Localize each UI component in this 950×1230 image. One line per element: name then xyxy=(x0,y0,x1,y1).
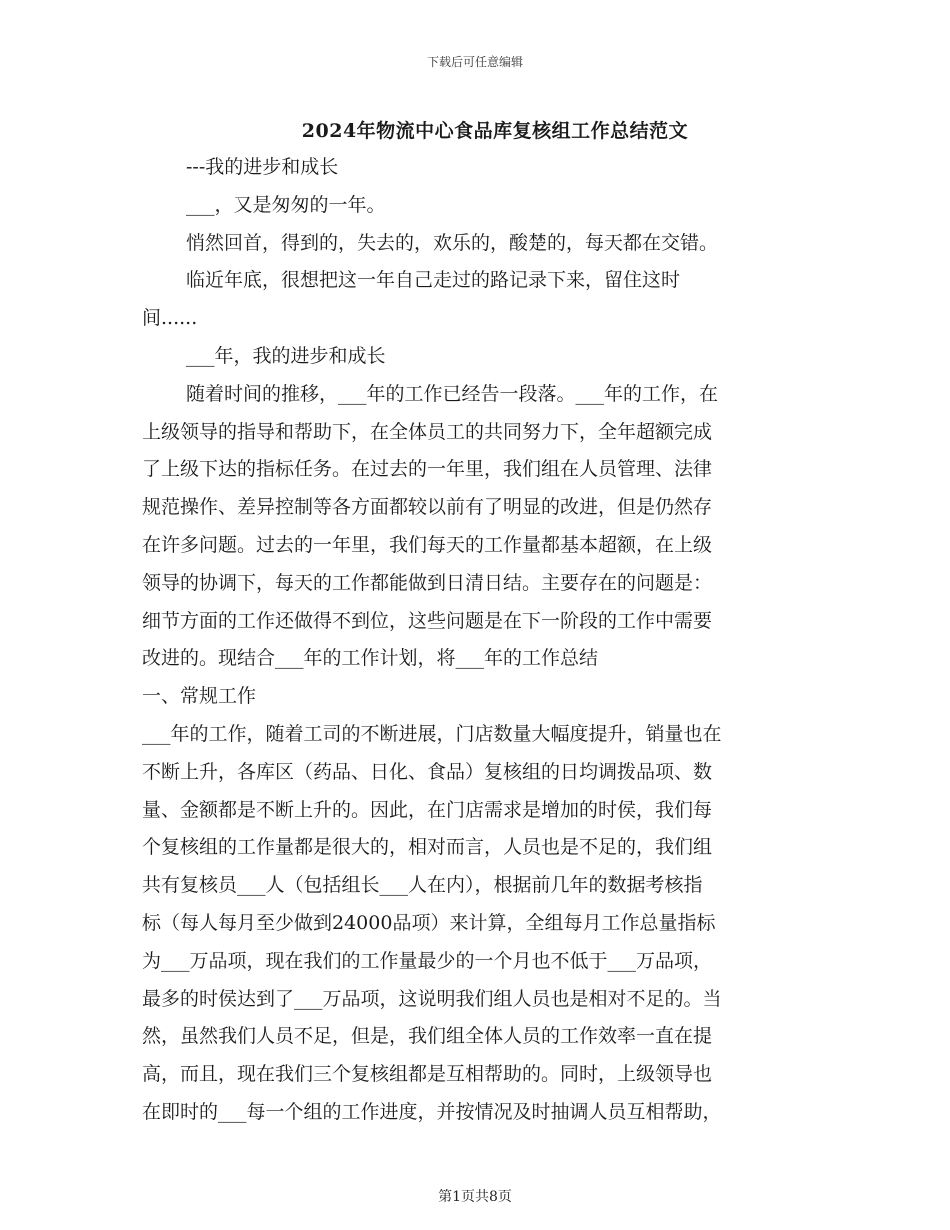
paragraph-line: 量、金额都是不断上升的。因此，在门店需求是增加的时侯，我们每 xyxy=(142,798,713,821)
paragraph-line: ___年的工作，随着工司的不断进展，门店数量大幅度提升，销量也在 xyxy=(142,722,722,745)
subtitle-line: ---我的进步和成长 xyxy=(186,156,339,178)
paragraph-line: 临近年底，很想把这一年自己走过的路记录下来，留住这时 xyxy=(186,269,681,292)
paragraph-line: 在许多问题。过去的一年里，我们每天的工作量都基本超额，在上级 xyxy=(142,533,713,556)
paragraph-line: 标（每人每月至少做到24000品项）来计算，全组每月工作总量指标 xyxy=(142,911,716,934)
paragraph-line: 不断上升，各库区（药品、日化、食品）复核组的日均调拨品项、数 xyxy=(142,760,713,783)
paragraph-line: 间...... xyxy=(142,307,198,330)
paragraph-line: 在即时的___每一个组的工作进度，并按情况及时抽调人员互相帮助， xyxy=(142,1100,722,1123)
paragraph-line: 高，而且，现在我们三个复核组都是互相帮助的。同时，上级领导也 xyxy=(142,1063,713,1086)
paragraph-line: 领导的协调下，每天的工作都能做到日清日结。主要存在的问题是： xyxy=(142,571,713,594)
paragraph-line: 为___万品项，现在我们的工作量最少的一个月也不低于___万品项， xyxy=(142,949,713,972)
paragraph-line: 随着时间的推移，___年的工作已经告一段落。___年的工作，在 xyxy=(186,382,719,405)
section-heading-line: ___年，我的进步和成长 xyxy=(186,344,386,367)
page-number-footer: 第1页共8页 xyxy=(438,1189,512,1205)
page-header-note: 下载后可任意编辑 xyxy=(426,55,523,69)
paragraph-line: 然，虽然我们人员不足，但是，我们组全体人员的工作效率一直在提 xyxy=(142,1025,713,1048)
paragraph-line: 改进的。现结合___年的工作计划，将___年的工作总结 xyxy=(142,647,599,670)
document-title: 2024年物流中心食品库复核组工作总结范文 xyxy=(301,120,689,142)
document-body xyxy=(142,149,807,1132)
paragraph-line: 规范操作、差异控制等各方面都较以前有了明显的改进，但是仍然存 xyxy=(142,496,713,519)
paragraph-line: ___，又是匆匆的一年。 xyxy=(186,193,386,216)
paragraph-line: 共有复核员___人（包括组长___人在内），根据前几年的数据考核指 xyxy=(142,874,703,897)
paragraph-line: 细节方面的工作还做得不到位，这些问题是在下一阶段的工作中需要 xyxy=(142,609,713,632)
paragraph-line: 上级领导的指导和帮助下，在全体员工的共同努力下，全年超额完成 xyxy=(142,420,713,443)
paragraph-line: 悄然回首，得到的，失去的，欢乐的，酸楚的，每天都在交错。 xyxy=(186,231,719,254)
section-heading-line: 一、常规工作 xyxy=(142,685,257,708)
paragraph-line: 个复核组的工作量都是很大的，相对而言，人员也是不足的，我们组 xyxy=(142,836,713,859)
paragraph-line: 了上级下达的指标任务。在过去的一年里，我们组在人员管理、法律 xyxy=(142,458,713,481)
paragraph-line: 最多的时侯达到了___万品项，这说明我们组人员也是相对不足的。当 xyxy=(142,987,722,1010)
